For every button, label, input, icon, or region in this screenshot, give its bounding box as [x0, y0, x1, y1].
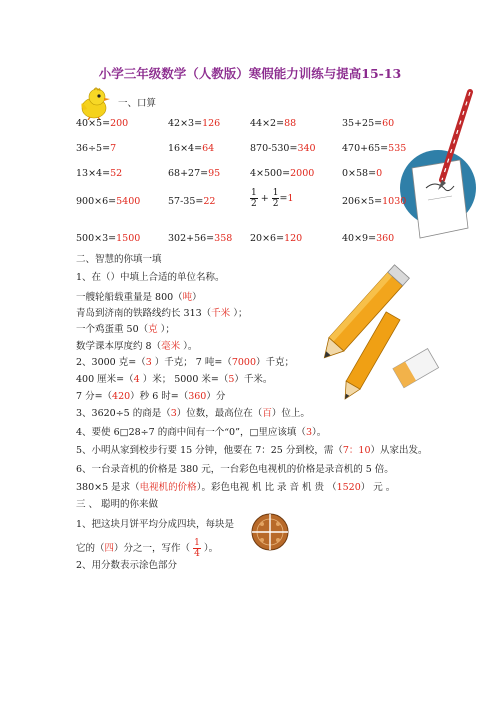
calc-item: [168, 233, 232, 245]
answer: 126: [202, 118, 221, 129]
s3-q1-line2: 它的（四）分之一，写作（ $\frac{1}{4}$ ）。: [76, 538, 219, 559]
answer: 360: [376, 233, 395, 244]
fraction: $\frac{1}{2}$: [272, 188, 279, 209]
fraction: $\frac{1}{2}$: [251, 188, 257, 209]
q2-line3: 7 分=（420）秒 6 时=（360）分: [76, 391, 226, 402]
answer: 535: [388, 143, 407, 154]
q2-line2: 400 厘米=（4 ）米； 5000 米=（5）千米。: [76, 374, 273, 385]
question: 57-35=: [168, 196, 204, 207]
question: 4×500=: [250, 168, 291, 179]
q1-line4: 数学课本厚度约 8（毫米 ）。: [76, 341, 198, 352]
calc-item: [168, 196, 215, 208]
answer: 22: [203, 196, 216, 207]
q5-line: 5、小明从家到校步行要 15 分钟，他要在 7：25 分到校，需（7：10）从家出发。: [76, 445, 428, 456]
answer: 64: [202, 143, 215, 154]
answer: 5400: [116, 196, 141, 207]
question: 13×4=: [76, 168, 111, 179]
calc-item: [76, 143, 116, 155]
section2-heading: 二、智慧的你填一填: [76, 254, 162, 265]
question: 302+56=: [168, 233, 215, 244]
answer: 340: [297, 143, 316, 154]
calc-item: [342, 196, 406, 208]
question: 68+27=: [168, 168, 209, 179]
s3-q1-line1: 1、把这块月饼平均分成四块，每块是: [76, 519, 235, 530]
question: 470+65=: [342, 143, 389, 154]
quill-pen-icon: [390, 88, 485, 248]
question: 20×6=: [250, 233, 285, 244]
calc-item: [168, 118, 220, 130]
answer: 60: [382, 118, 395, 129]
calc-item: [250, 143, 316, 155]
question: 35+25=: [342, 118, 383, 129]
page-title: 小学三年级数学（人教版）寒假能力训练与提高15-13: [98, 66, 402, 81]
answer: 88: [284, 118, 297, 129]
calc-item: [168, 143, 214, 155]
calc-item: [250, 168, 314, 180]
q6-line2: 380×5 是求（电视机的价格）。彩色电视 机 比 录 音 机 贵 （1520） 元 。: [76, 482, 396, 493]
question: 42×3=: [168, 118, 203, 129]
calc-item: [76, 168, 122, 180]
question: 0×58=: [342, 168, 377, 179]
answer: 1: [287, 193, 294, 204]
answer: 2000: [290, 168, 315, 179]
calc-item: [342, 118, 394, 130]
calc-item: [76, 233, 140, 245]
answer: 1500: [116, 233, 141, 244]
fraction-one-quarter: $\frac{1}{4}$: [194, 538, 200, 559]
answer: 95: [208, 168, 221, 179]
question: 36÷5=: [76, 143, 111, 154]
answer: 120: [284, 233, 303, 244]
calc-item: [342, 143, 406, 155]
question: 206×5=: [342, 196, 383, 207]
calc-item: [76, 196, 140, 208]
q1-intro: 1、在（）中填上合适的单位名称。: [76, 272, 225, 283]
calc-item: [342, 233, 394, 245]
question: 40×5=: [76, 118, 111, 129]
answer: 7: [110, 143, 117, 154]
answer: 200: [110, 118, 129, 129]
section3-heading: 三 、 聪明的你来做: [76, 499, 159, 510]
pencils-icon: [318, 258, 448, 408]
answer: 1030: [382, 196, 407, 207]
question: 900×6=: [76, 196, 117, 207]
section1-heading: 一、口算: [118, 98, 157, 109]
q1-line3: 一个鸡蛋重 50（克 ）；: [76, 324, 175, 335]
q6-line1: 6、一台录音机的价格是 380 元，一台彩色电视机的价格是录音机的 5 倍。: [76, 464, 394, 475]
calc-item: [250, 233, 302, 245]
calc-item: $\frac{1}{2}$ + $\frac{1}{2}$ =1: [251, 188, 294, 209]
s3-q2-line: 2、用分数表示涂色部分: [76, 560, 178, 571]
question: 40×9=: [342, 233, 377, 244]
q1-line1: 一艘轮船载重量是 800（吨）: [76, 292, 202, 303]
answer: 0: [376, 168, 383, 179]
chick-icon: [76, 86, 112, 120]
question: 16×4=: [168, 143, 203, 154]
answer: 52: [110, 168, 123, 179]
question: 870-530=: [250, 143, 298, 154]
question: 44×2=: [250, 118, 285, 129]
q3-line: 3、3620÷5 的商是（3）位数，最高位在（百）位上。: [76, 408, 310, 419]
question: 500×3=: [76, 233, 117, 244]
calc-item: [250, 118, 296, 130]
calc-item: [168, 168, 220, 180]
mooncake-icon: [250, 512, 290, 552]
q2-line1: 2、3000 克=（3 ）千克； 7 吨=（7000）千克；: [76, 357, 295, 368]
calc-item: [342, 168, 382, 180]
calc-item: [76, 118, 128, 130]
answer: 358: [214, 233, 233, 244]
q4-line: 4、要使 6□28÷7 的商中间有一个“0”，□里应该填（3）。: [76, 427, 327, 438]
q1-line2: 青岛到济南的铁路线约长 313（千米 ）；: [76, 308, 248, 319]
